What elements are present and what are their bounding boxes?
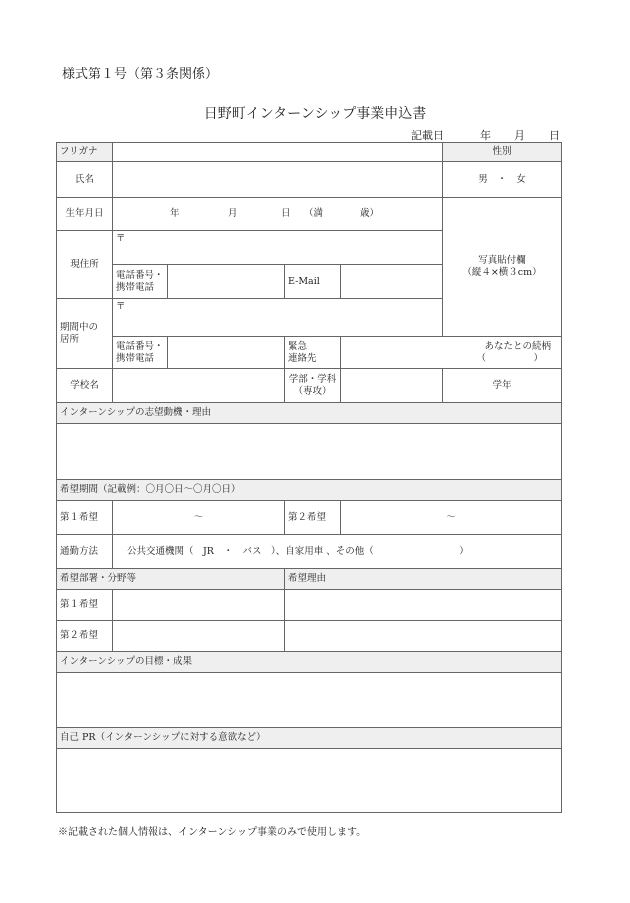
grade-field[interactable] [443,369,562,403]
reason-second-field[interactable] [285,621,562,652]
school-label: 学校名 [57,369,113,403]
postal-mark: 〒 [116,233,126,244]
faculty-label [285,369,341,403]
email-label: E-Mail [285,265,341,299]
photo-area [443,198,562,337]
name-label: 氏名 [57,162,113,198]
dob-age-open: （満 [304,208,324,220]
photo-label: 写真貼付欄 [478,255,526,267]
emergency-line2: 連絡先 [288,352,317,364]
address-field[interactable] [113,231,443,265]
dept-first-label: 第１希望 [57,590,113,621]
period-first-field[interactable] [113,501,285,535]
phone-label-line2: 携帯電話 [116,281,155,293]
privacy-note: ※記載された個人情報は、インターンシップ事業のみで使用します。 [58,827,367,838]
stay-address-field[interactable] [113,299,443,337]
emergency-label [285,337,341,369]
commute-label: 通勤方法 [57,535,113,569]
grade-label: 学年 [492,379,512,391]
motivation-label: インターンシップの志望動機・理由 [57,403,562,424]
stay-label-line1: 期間中の [60,321,99,333]
dob-day: 日 [281,208,291,220]
stay-phone-line2: 携帯電話 [116,352,155,364]
furigana-field[interactable] [113,143,443,162]
photo-size: （縦４×横３cm） [462,267,542,278]
relation-label: あなたとの続柄 [484,340,551,352]
phone-field[interactable] [168,265,285,299]
school-field[interactable] [113,369,285,403]
period-second-label: 第２希望 [285,501,341,535]
pr-field[interactable] [57,749,562,813]
emergency-field[interactable] [341,337,562,369]
document-title: 日野町インターンシップ事業申込書 [203,106,427,122]
stay-phone-line1: 電話番号・ [116,340,164,352]
gender-options[interactable]: 男 ・ 女 [443,162,562,198]
entry-date-label: 記載日 [411,129,444,142]
relation-parens: （ ） [476,352,543,364]
entry-date-month: 月 [514,129,525,142]
dept-second-field[interactable] [113,621,285,652]
name-field[interactable] [113,162,443,198]
dob-year: 年 [170,208,180,220]
entry-date-day: 日 [549,129,560,142]
stay-label-line2: 居所 [60,333,80,345]
stay-postal-mark: 〒 [116,301,126,312]
entry-date-year: 年 [480,129,491,142]
stay-phone-field[interactable] [168,337,285,369]
faculty-field[interactable] [341,369,443,403]
pr-label: 自己 PR（インターンシップに対する意欲など） [57,728,562,749]
dept-label: 希望部署・分野等 [57,569,285,590]
phone-label-line1: 電話番号・ [116,269,164,281]
address-label: 現住所 [57,231,113,299]
stay-address-label [57,299,113,369]
period-second-tilde: ～ [446,511,456,523]
period-label: 希望期間（記載例：〇月〇日～〇月〇日） [57,480,562,501]
goals-field[interactable] [57,673,562,728]
form-number: 様式第１号（第３条関係） [62,67,219,82]
faculty-line1: 学部・学科 [288,373,337,385]
email-field[interactable] [341,265,443,299]
reason-label: 希望理由 [285,569,562,590]
faculty-line2: （専攻） [293,385,332,397]
commute-options[interactable]: 公共交通機関（ JR ・ バス ）、自家用車 、その他（ ） [113,535,562,569]
application-form-table [56,142,562,813]
dob-field[interactable] [113,198,443,231]
reason-first-field[interactable] [285,590,562,621]
dept-second-label: 第２希望 [57,621,113,652]
dob-age-close: 歳） [360,208,380,220]
dept-first-field[interactable] [113,590,285,621]
gender-label: 性別 [443,143,562,162]
dob-label: 生年月日 [57,198,113,231]
period-second-field[interactable] [341,501,562,535]
emergency-line1: 緊急 [288,340,308,352]
goals-label: インターンシップの目標・成果 [57,652,562,673]
furigana-label: フリガナ [57,143,113,162]
period-first-label: 第１希望 [57,501,113,535]
phone-label [113,265,168,299]
period-first-tilde: ～ [193,511,204,523]
dob-month: 月 [228,208,238,220]
stay-phone-label [113,337,168,369]
motivation-field[interactable] [57,424,562,480]
